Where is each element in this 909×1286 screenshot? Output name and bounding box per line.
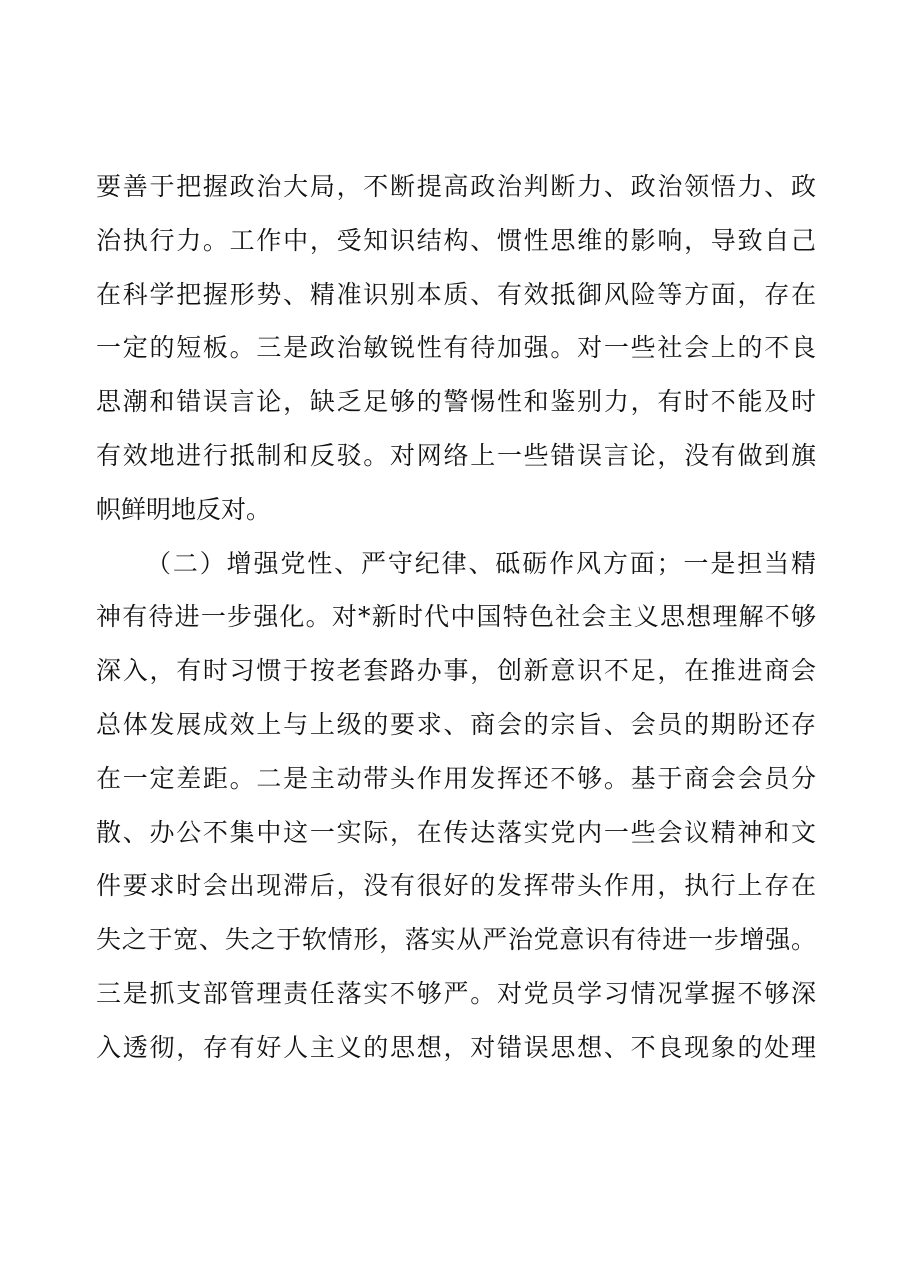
text-line: 散、办公不集中这一实际，在传达落实党内一些会议精神和文 (96, 817, 816, 847)
text-line: 有效地进行抵制和反驳。对网络上一些错误言论，没有做到旗 (96, 440, 816, 470)
text-line: 总体发展成效上与上级的要求、商会的宗旨、会员的期盼还存 (96, 709, 816, 739)
text-line: 思潮和错误言论，缺乏足够的警惕性和鉴别力，有时不能及时 (96, 387, 816, 417)
text-line: 帜鲜明地反对。 (96, 494, 272, 524)
text-line: 一定的短板。三是政治敏锐性有待加强。对一些社会上的不良 (96, 333, 816, 363)
text-line: 在一定差距。二是主动带头作用发挥还不够。基于商会会员分 (96, 763, 816, 793)
document-body (96, 160, 816, 1075)
text-line: 三是抓支部管理责任落实不够严。对党员学习情况掌握不够深 (96, 978, 816, 1008)
text-line: 件要求时会出现滞后，没有很好的发挥带头作用，执行上存在 (96, 871, 816, 901)
section-heading-line: （二）增强党性、严守纪律、砥砺作风方面；一是担当精 (146, 548, 816, 578)
text-line: 入透彻，存有好人主义的思想，对错误思想、不良现象的处理 (96, 1032, 816, 1062)
text-line: 失之于宽、失之于软情形，落实从严治党意识有待进一步增强。 (96, 925, 816, 955)
text-line: 在科学把握形势、精准识别本质、有效抵御风险等方面，存在 (96, 279, 816, 309)
text-line: 治执行力。工作中，受知识结构、惯性思维的影响，导致自己 (96, 225, 816, 255)
text-line: 深入，有时习惯于按老套路办事，创新意识不足，在推进商会 (96, 656, 816, 686)
text-line: 要善于把握政治大局，不断提高政治判断力、政治领悟力、政 (96, 172, 816, 201)
text-line: 神有待进一步强化。对*新时代中国特色社会主义思想理解不够 (96, 602, 816, 632)
